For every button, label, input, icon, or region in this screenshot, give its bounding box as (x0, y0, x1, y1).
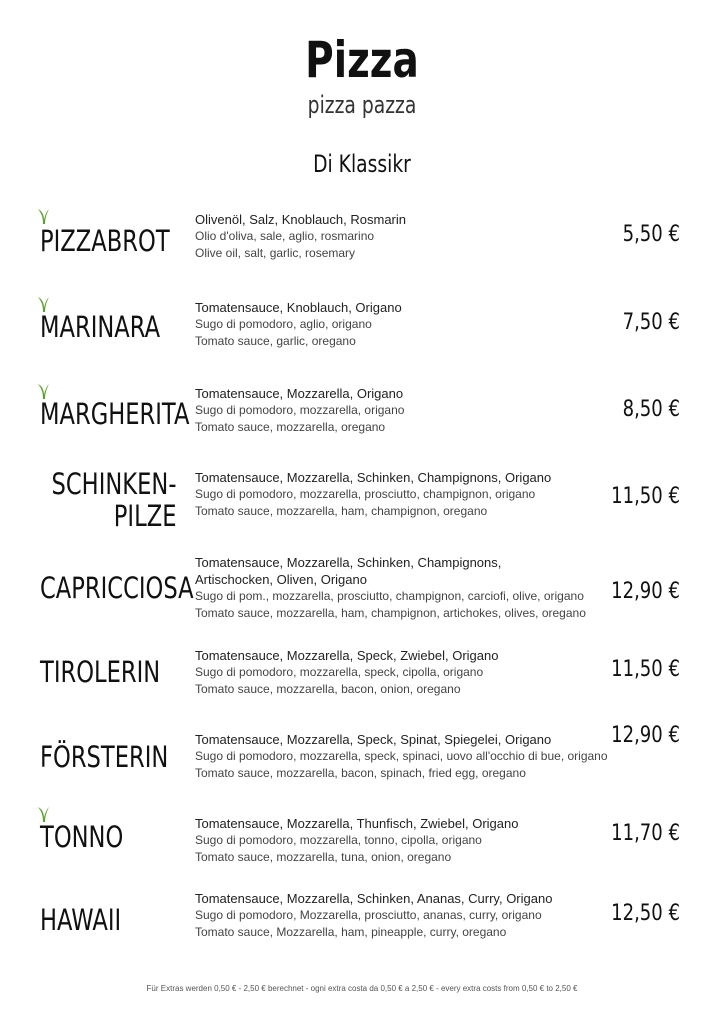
item-description (195, 890, 635, 941)
item-description (195, 469, 635, 520)
leaf-icon (36, 208, 50, 224)
item-price: 11,70 € (611, 821, 680, 846)
item-price: 5,50 € (622, 222, 680, 247)
description-en: Tomato sauce, garlic, oregano (195, 334, 356, 348)
item-name-line-2: PILZE (113, 499, 177, 533)
item-price: 11,50 € (611, 484, 680, 509)
item-name (40, 468, 177, 532)
item-name: PIZZABROT (40, 224, 170, 258)
description-de: Tomatensauce, Mozzarella, Speck, Zwiebel, Origano (195, 648, 499, 663)
description-en: Tomato sauce, Mozzarella, ham, pineapple, curry, oregano (195, 925, 507, 939)
description-de-line-2: Artischocken, Oliven, Origano (195, 572, 367, 587)
description-de: Tomatensauce, Mozzarella, Schinken, Champignons, Origano (195, 470, 552, 485)
item-description (195, 385, 635, 436)
item-name: FÖRSTERIN (40, 740, 169, 774)
description-de: Tomatensauce, Mozzarella, Schinken, Ananas, Curry, Origano (195, 891, 553, 906)
description-it: Sugo di pomodoro, mozzarella, speck, cipolla, origano (195, 665, 484, 679)
item-description (195, 815, 635, 866)
footer-note: Für Extras werden 0,50 € - 2,50 € berechnet - ogni extra costa da 0,50 € a 2,50 € - every extra costs from 0,50 € to 2,50 € (146, 984, 578, 993)
description-it: Sugo di pomodoro, aglio, origano (195, 317, 372, 331)
item-name: MARGHERITA (40, 397, 190, 431)
item-price: 11,50 € (611, 657, 680, 682)
item-price: 8,50 € (622, 397, 680, 422)
page-subtitle: pizza pazza (307, 91, 417, 119)
item-name: CAPRICCIOSA (40, 571, 194, 605)
item-name: MARINARA (40, 310, 161, 344)
item-name: HAWAII (40, 903, 122, 937)
description-de: Tomatensauce, Mozzarella, Origano (195, 386, 404, 401)
description-it: Sugo di pomodoro, mozzarella, prosciutto, champignon, origano (195, 487, 536, 501)
description-en: Tomato sauce, mozzarella, bacon, onion, oregano (195, 682, 461, 696)
item-price: 12,50 € (611, 901, 680, 926)
description-it: Sugo di pomodoro, mozzarella, origano (195, 403, 405, 417)
item-name: TIROLERIN (40, 655, 161, 689)
description-en: Tomato sauce, mozzarella, ham, champignon, oregano (195, 504, 488, 518)
item-price: 12,90 € (611, 579, 680, 604)
description-en: Tomato sauce, mozzarella, ham, champignon, artichokes, olives, oregano (195, 606, 586, 620)
description-en: Olive oil, salt, garlic, rosemary (195, 246, 356, 260)
item-name-line-1: SCHINKEN- (51, 467, 177, 501)
description-de: Tomatensauce, Mozzarella, Speck, Spinat, Spiegelei, Origano (195, 732, 552, 747)
description-it: Sugo di pomodoro, mozzarella, tonno, cipolla, origano (195, 833, 482, 847)
description-de: Tomatensauce, Knoblauch, Origano (195, 300, 402, 315)
item-description (195, 299, 635, 350)
description-en: Tomato sauce, mozzarella, oregano (195, 420, 386, 434)
item-description (195, 554, 635, 622)
item-name: TONNO (40, 820, 124, 854)
description-it: Sugo di pom., mozzarella, prosciutto, champignon, carciofi, olive, origano (195, 589, 584, 603)
item-description (195, 731, 635, 782)
description-de: Tomatensauce, Mozzarella, Schinken, Champignons, (195, 555, 502, 570)
description-de: Tomatensauce, Mozzarella, Thunfisch, Zwiebel, Origano (195, 816, 519, 831)
description-en: Tomato sauce, mozzarella, tuna, onion, oregano (195, 850, 452, 864)
description-de: Olivenöl, Salz, Knoblauch, Rosmarin (195, 212, 406, 227)
item-price: 7,50 € (622, 310, 680, 335)
description-it: Olio d'oliva, sale, aglio, rosmarino (195, 229, 375, 243)
page-title: Pizza (305, 31, 419, 89)
item-description (195, 647, 635, 698)
section-heading: Di Klassikr (313, 150, 411, 178)
description-it: Sugo di pomodoro, mozzarella, speck, spinaci, uovo all'occhio di bue, origano (195, 749, 608, 763)
item-description (195, 211, 635, 262)
description-en: Tomato sauce, mozzarella, bacon, spinach, fried egg, oregano (195, 766, 526, 780)
item-price: 12,90 € (611, 723, 680, 748)
description-it: Sugo di pomodoro, Mozzarella, prosciutto, ananas, curry, origano (195, 908, 542, 922)
